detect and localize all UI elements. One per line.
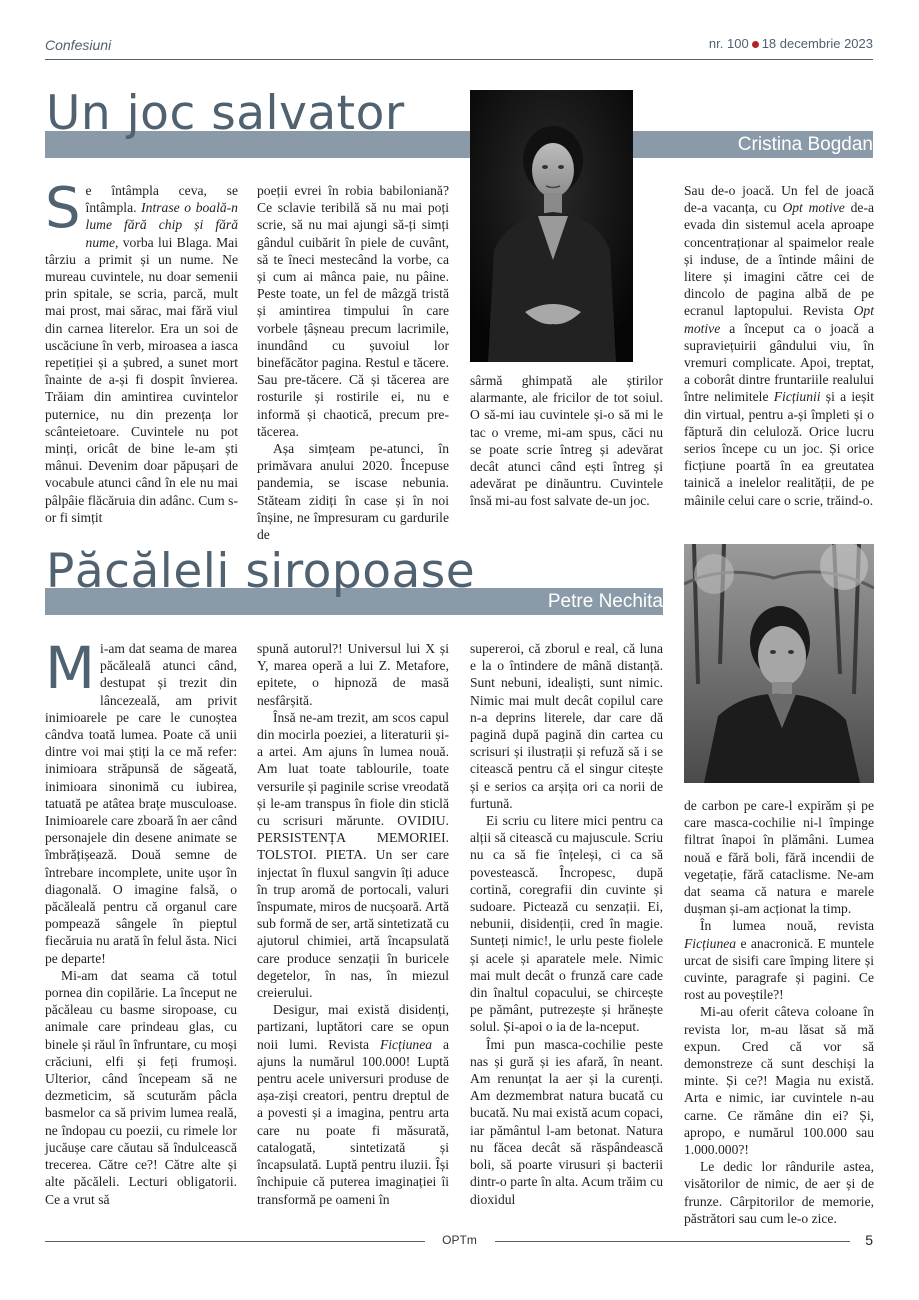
article2-paragraph: Le dedic lor rândurile astea, visătorilor de nimic, de aer și de frunze. Cârpitorilor de memorie, păstrători sau cum le-o zice. (684, 1159, 874, 1226)
article1-text: Sau de-o joacă. Un fel de joacă de-a vacanța, cu (684, 183, 874, 216)
article2-paragraph: Îmi pun masca-cochilie peste nas și gură și ies afară, în neant. Am renunțat la aer și la curenți. Am dezmembrat natura bucată cu bucată. Nu mai există acum copaci, iar pământul l-am betonat. Natura nu făcea decât să răspândească boli, să poarte virusuri și bacterii dintr-o parte în alta. Acum trăim cu dioxidul (470, 1036, 663, 1207)
article1-title: Un joc salvator (46, 86, 405, 141)
article2-text: a ajuns la numărul 100.000! Luptă pentru acele universuri produse de așa-ziși creatori, pentru dreptul de a povesti și a imagina, pentru arta care nu poate fi măsurată, catalogată, sintetizată și încapsulată. Luptă pentru iluzii. Își închipuie că puterea imaginației îi transformă pe oameni în (257, 1036, 449, 1207)
article2-paragraph: de carbon pe care-l expirăm și pe care masca-cochilie ni-l împinge filtrat înapoi în plămâni. Lumea nouă e fără boli, fără incendii de vegetație, fără cataclisme. Ne-am dat seama că natura e marele dușman și-am acționat la timp. (684, 798, 874, 917)
magazine-name: Opt motive (782, 200, 845, 216)
article2-paragraph: Însă ne-am trezit, am scos capul din mocirla poeziei, a literaturii și-a artei. Am ajuns în lumea nouă. Am luat toate tablourile, toate versurile și paginile scrise vreodată și le-am transpus în fiole din sticlă cu scrisuri mărunte. OVIDIU. PERSISTENȚA MEMORIEI. TOLSTOI. PIETA. Un ser care injectat în fluxul sangvin îți aduce în trup aromă de portocali, valuri înspumate, miros de nucșoară. Artă sub formă de ser, artă sintetizată cu ajutorul chimiei, artă încapsulată care produce senzații în buricele degetelor, în nas, în miezul creierului. (257, 709, 449, 1001)
article1-column-3 (470, 372, 663, 510)
article1-paragraph: Așa simțeam pe-atunci, în primăvara anului 2020. Începuse pandemia, se iscase nebunia. Stăteam zidiți în case și în noi înșine, ne împresuram cu gardurile de (257, 441, 449, 543)
article1-paragraph: sârmă ghimpată ale știrilor alarmante, ale fricilor de tot soiul. O să-mi iau cuvintele și-o să mi le tac o vreme, mi-am spus, căci nu se poate scrie întreg și adevărat decât atunci când ești întreg și adevărat pe dinăuntru. Cuvintele însă mi-au fost salvate de-un joc. (470, 373, 663, 509)
article1-column-1 (45, 176, 238, 526)
article2-paragraph: Mi-au oferit câteva coloane în revista lor, m-au lăsat să mă expun. Cred că vor să demonstreze că sunt deschiși la minte. Și ce?! Magia nu există. Arta e nimic, iar cuvintele n-au carne. Ce rămâne din ei? Și, apropo, e numărul 100.000 sau 1.000.000?! (684, 1004, 874, 1158)
article2-column-2 (257, 640, 449, 1208)
article2-column-3 (470, 640, 663, 1208)
magazine-name: Opt motive (684, 303, 874, 336)
article2-text: e anacronică. E muntele urcat de sisifi care împing litere și cuvinte, paragrafe și pagini. Ce rost au poveștile?! (684, 935, 874, 1003)
issue-number: nr. 100 (708, 36, 749, 51)
article1-author-photo (470, 90, 633, 362)
article2-dropcap: M (45, 634, 96, 702)
magazine-name: Ficțiunea (684, 935, 737, 951)
magazine-name: Ficțiunii (773, 389, 821, 405)
article2-paragraph: supereroi, că zborul e real, că luna e la o întindere de mână distanță. Sunt nebuni, idealiști, sunt nimic. Nimic mai mult decât copilul care n-a deprins literele, dar care dă pagină după pagină din cartea cu scrisuri și ilustrații și refuză să i se citească pentru că el singur citește și e serios ca arșița ori ca norii de furtună. (470, 641, 663, 811)
article2-title: Păcăleli siropoase (46, 544, 476, 599)
footer-publication: OPTm (442, 1233, 477, 1247)
magazine-name: Ficțiunea (379, 1036, 433, 1052)
article1-quote: Intrase o boală-n lume fără chip și fără nume (85, 200, 238, 250)
section-label: Confesiuni (45, 37, 112, 53)
issue-info (709, 36, 873, 51)
article1-column-2 (257, 182, 449, 543)
article2-paragraph: Mi-am dat seama că totul pornea din copilărie. La început ne păcăleau cu basme siropoase, cu animale care prindeau glas, cu binele și răul în înfruntare, cu moși crăciuni, elfi și feți frumoși. Ulterior, când începeam să ne dezmeticim, să scuturăm pâcla basmelor ca să privim lumea reală, ne îndopau cu poezii, cu rimele lor jucăușe care căutau să îndulcească trecerea. Către ce?! Către alte și alte păcăleli. Lecturi obligatorii. Ce a vrut să (45, 967, 237, 1207)
header-rule (45, 59, 873, 60)
article2-column-4 (684, 797, 874, 1227)
article2-paragraph: spună autorul?! Universul lui X și Y, marea operă a lui Z. Metafore, epitete, o hipnoză de masă nesfârșită. (257, 641, 449, 708)
article1-text: de-a evada din sistemul acela aproape concentraționar al spaimelor reale și induse, de a întinde mâini de litere și imagini către cei de dincolo de pagina albă de pe ecranul laptopului. Revista (684, 200, 875, 319)
page-number: 5 (865, 1232, 873, 1248)
article1-dropcap: S (45, 176, 81, 241)
article1-text: și a ieșit din virtual, pentru a-și împleti și o făptură din celuloză. Orice lucru serios începe cu un joc. Și orice ficțiune poartă în ea greutatea tainică a inelelor realității, de pe mâinile celui care o scrie, trăind-o. (684, 389, 874, 508)
article2-text: i-am dat seama de marea păcăleală atunci când, destupat și trezit din lâncezeală, am privit inimioarele pe care le cunoștea cândva toată lumea. Poate că unii dintre voi mai știți la ce mă refer: inimioara străpunsă de săgeată, inimioara sinonimă cu iubirea, tatuată pe atâtea brațe musculoase. Inimioarele care zboară în aer când personajele din desene animate se îmbrățișează. Două semne de întrebare incomplete, unite ușor în diagonală. O imagine falsă, o păcăleală pentru că organul care pompează sângele în pieptul fiecăruia nu arată în felul ăsta. Nici pe departe! (45, 641, 237, 966)
article1-author: Cristina Bogdan (737, 134, 873, 155)
article1-text: e întâmpla ceva, se întâmpla. (85, 183, 238, 216)
article2-text: Desigur, mai există disidenți, partizani, luptători care se opun noii lumi. Revista (257, 1002, 449, 1052)
article2-column-1 (45, 634, 237, 1208)
article2-author: Petre Nechita (547, 591, 663, 612)
article2-author-photo (684, 544, 874, 783)
article1-column-4 (684, 182, 874, 509)
article1-text: , vorba lui Blaga. Mai târziu a primit și un nume. Ne mureau cuvintele, nu doar semenii prin spitale, se scria, parcă, mult mai prost, mai sărac, mai fără viul din carnea literelor. Era un soi de uscăciune în verb, miroasea a iasca repetiției și a șubred, a sunet mort înainte de a-și fi dospit învierea. Trăiam din amintirea cuvintelor puternice, nu din prezența lor scânteietoare. Cuvintele nu pot minți, oricât de bine le-am ști mânui. Devenim doar păpușari de vocabule atunci când în ele nu mai pâlpâie flăcăruia din adânc. Cum s-or fi simțit (45, 234, 238, 525)
article2-paragraph: Ei scriu cu litere mici pentru ca alții să citească cu majuscule. Scriu nu ca să fie înțeleși, ci ca să povestească. Încropesc, după cortină, coregrafii din cuvinte și sudoare. Pictează cu senzații. Ei, nebunii, disidenții, cred în magie. Sunteți nimic!, le urlu peste fiolele și acele și aparatele mele. Nimic mai mult decât o frunză care cade din înaltul copacului, se chircește pe pământ, putrezește și hrănește solul. Și-apoi o ia de la-nceput. (470, 813, 663, 1035)
article1-text: a început ca o joacă a supraviețuirii gândului viu, în vremuri complicate. Apoi, treptat, a coborât dintre fruntariile realului între nelimitele (684, 320, 874, 405)
issue-date: 18 decembrie 2023 (761, 36, 873, 51)
separator-dot-icon (752, 41, 759, 48)
article2-text: În lumea nouă, revista (700, 918, 874, 934)
article1-paragraph: poeții evrei în robia babiloniană? Ce sclavie teribilă să nu mai poți scrie, să nu mai ajungi să-ți simți gândul cuibărit în piele de cuvânt, să te îneci mestecând la vorbe, ca și cum ai mânca paie, nu pâine. Peste toate, un fel de mâzgă tristă și amintirea timpului în care vorbele țâșneau precum lacrimile, inundând cu șuvoiul lor binefăcător pagina. Restul e tăcere. Sau pre-tăcere. Că și tăcerea are rosturile și rostirile ei, nu e informă și chaotică, precum pre-tăcerea. (257, 183, 449, 439)
